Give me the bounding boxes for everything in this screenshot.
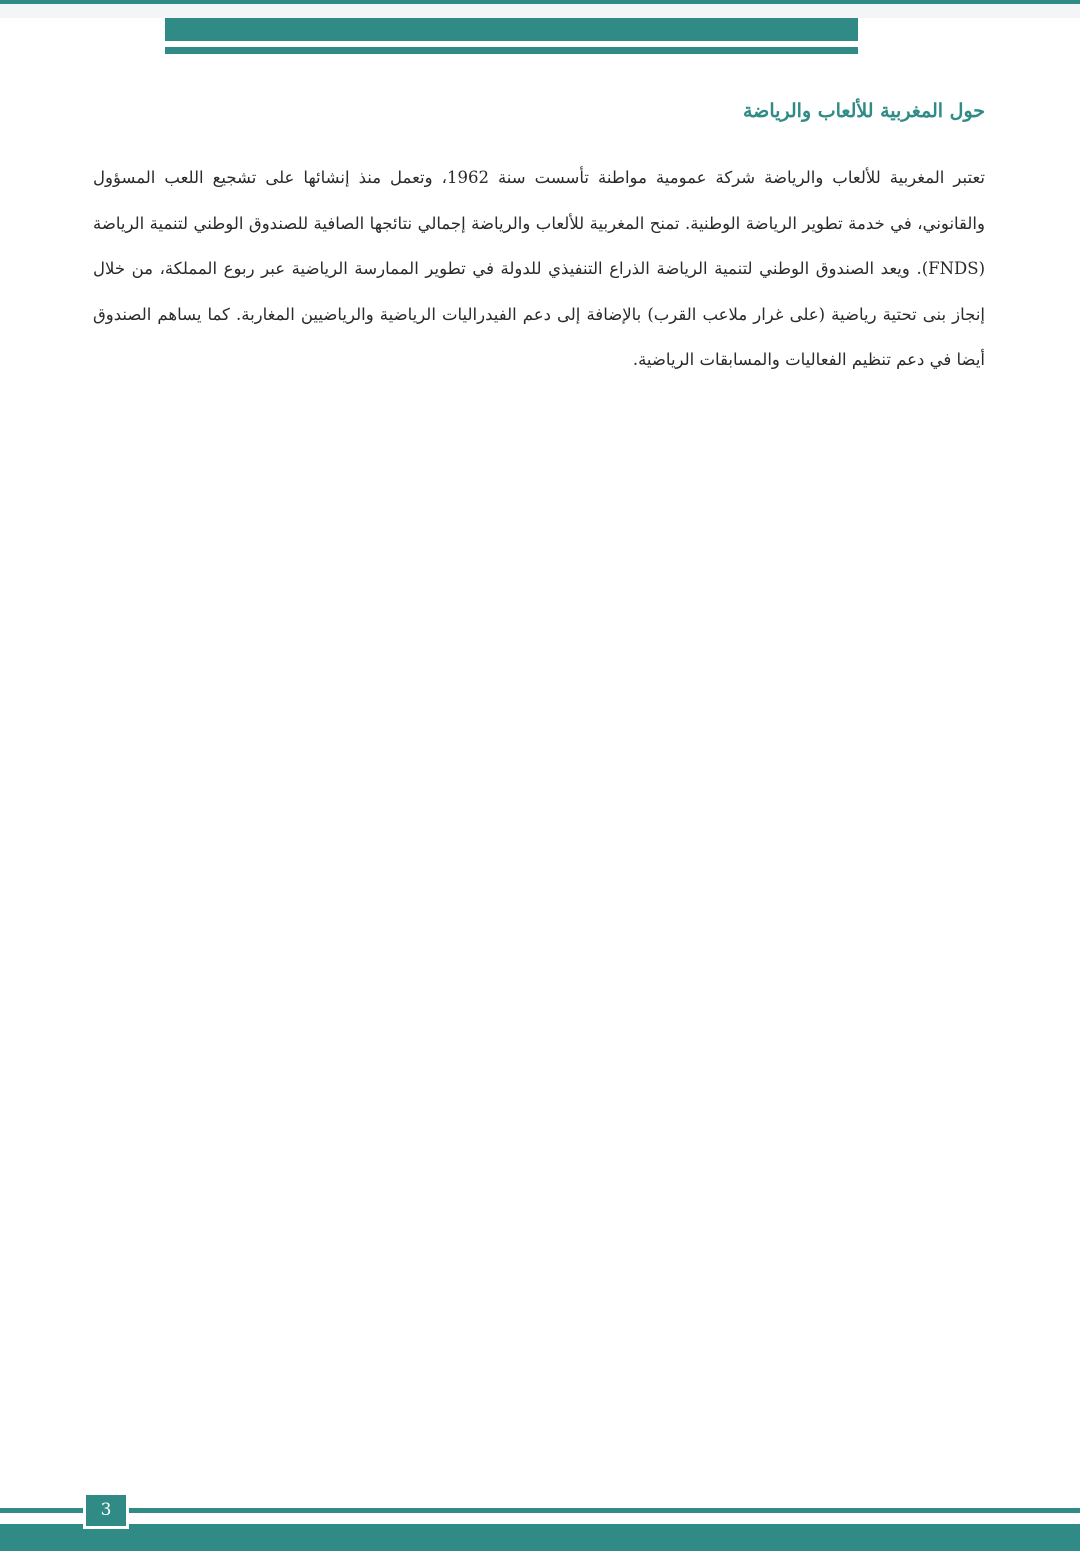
header-accent-rule — [165, 47, 858, 54]
header-accent-bar — [165, 18, 858, 41]
footer-band — [0, 1524, 1080, 1551]
page-number: 3 — [86, 1495, 126, 1526]
body-paragraph: تعتبر المغربية للألعاب والرياضة شركة عمومية مواطنة تأسست سنة 1962، وتعمل منذ إنشائها على تشجيع اللعب المسؤول والقانوني، في خدمة تطوير الرياضة الوطنية. تمنح المغربية للألعاب والرياضة إجمالي نتائجها الصافية للصندوق الوطني لتنمية الرياضة (FNDS). ويعد الصندوق الوطني لتنمية الرياضة الذراع التنفيذي للدولة في تطوير الممارسة الرياضية عبر ربوع المملكة، من خلال إنجاز بنى تحتية رياضية (على غرار ملاعب القرب) بالإضافة إلى دعم الفيدراليات الرياضية والرياضيين المغاربة. كما يساهم الصندوق أيضا في دعم تنظيم الفعاليات والمسابقات الرياضية. — [93, 168, 985, 369]
section-title: حول المغربية للألعاب والرياضة — [743, 100, 985, 122]
top-tint-strip — [0, 4, 1080, 18]
footer-rule — [0, 1508, 1080, 1513]
